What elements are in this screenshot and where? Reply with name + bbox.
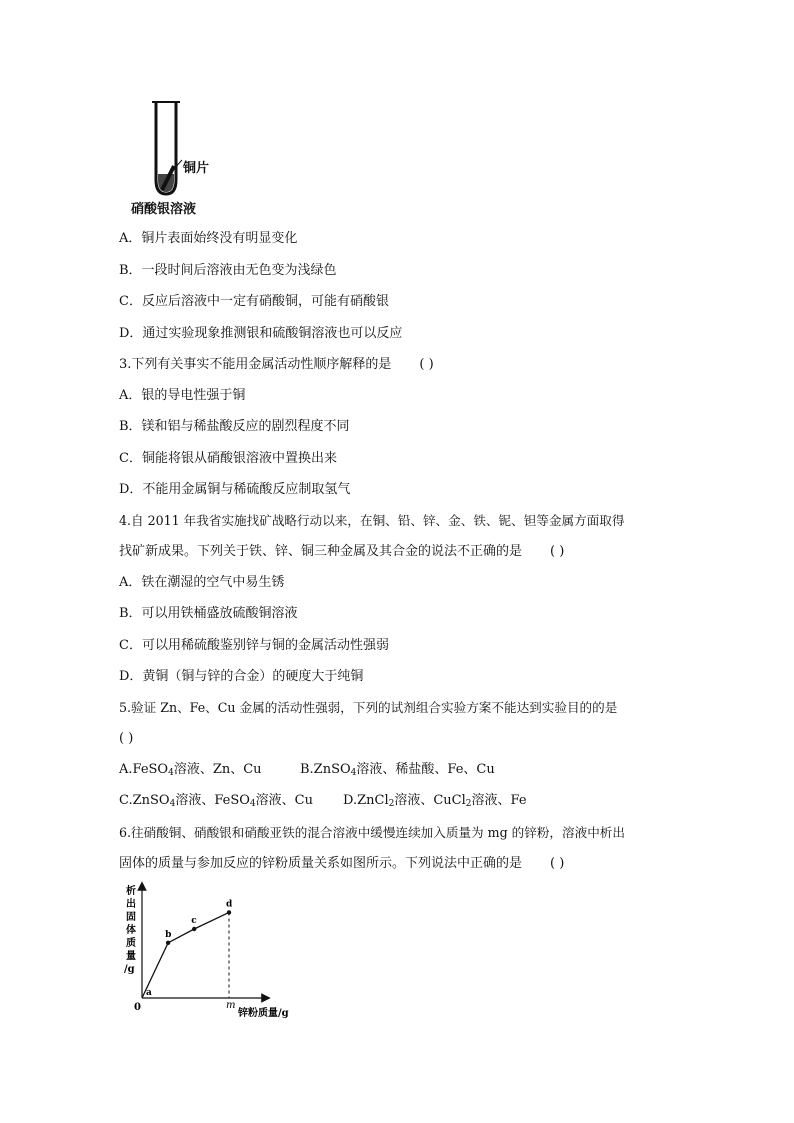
q5-stem: 5.验证 Zn、Fe、Cu 金属的活动性强弱，下列的试剂组合实验方案不能达到实验目的的是 xyxy=(119,700,618,715)
point-c xyxy=(192,927,196,931)
q4-option-c: C．可以用稀硫酸鉴别锌与铜的金属活动性强弱 xyxy=(119,638,389,653)
series-line xyxy=(142,912,229,998)
y-axis-unit: /g xyxy=(124,964,135,975)
x-axis-label: 锌粉质量/g xyxy=(238,1008,289,1019)
y-axis-label-char: 量 xyxy=(126,951,136,962)
origin-label: 0 xyxy=(134,1002,141,1013)
q2-option-c: C．反应后溶液中一定有硝酸铜，可能有硝酸银 xyxy=(119,294,389,309)
q4-option-d: D．黄铜（铜与锌的合金）的硬度大于纯铜 xyxy=(119,669,364,684)
y-axis-label xyxy=(124,884,136,975)
q5-option-c: C.ZnSO$_4$溶液、FeSO$_4$溶液、Cu xyxy=(119,793,313,809)
q2-option-b: B．一段时间后溶液由无色变为浅绿色 xyxy=(119,263,337,278)
q5-answer-paren: ( ) xyxy=(119,731,134,746)
y-axis-label-char: 析 xyxy=(126,886,136,897)
point-label-c: c xyxy=(191,916,197,926)
point-label-d: d xyxy=(226,899,233,910)
point-d xyxy=(227,910,231,914)
point-label-a: a xyxy=(146,988,152,998)
q2-option-d: D．通过实验现象推测银和硫酸铜溶液也可以反应 xyxy=(119,326,403,341)
q2-option-a: A．铜片表面始终没有明显变化 xyxy=(119,231,298,246)
y-axis-label-char: 质 xyxy=(126,938,136,949)
q6-stem-line2 xyxy=(119,856,564,872)
m-tick-label: m xyxy=(226,1000,236,1011)
y-axis-label-char: 出 xyxy=(126,899,136,910)
q3-stem-text: 3.下列有关事实不能用金属活动性顺序解释的是 xyxy=(119,357,392,372)
copper-label: 铜片 xyxy=(183,161,210,176)
q3-option-a: A．银的导电性强于铜 xyxy=(119,388,246,403)
q4-stem-line1: 4.自 2011 年我省实施找矿战略行动以来，在铜、铅、锌、金、铁、铌、钽等金属方面取得 xyxy=(119,513,625,528)
q4-stem-text: 找矿新成果。下列关于铁、锌、铜三种金属及其合金的说法不正确的是 xyxy=(119,544,523,559)
q4-answer-paren: ( ) xyxy=(550,544,565,559)
q4-stem-line2 xyxy=(119,544,564,560)
q5-option-b: B.ZnSO$_4$溶液、稀盐酸、Fe、Cu xyxy=(300,762,495,778)
q5-option-d: D.ZnCl$_2$溶液、CuCl$_2$溶液、Fe xyxy=(343,793,527,809)
q5-option-a: A.FeSO$_4$溶液、Zn、Cu xyxy=(119,762,262,778)
point-b xyxy=(166,941,170,945)
q3-stem xyxy=(119,357,434,373)
q4-option-b: B．可以用铁桶盛放硫酸铜溶液 xyxy=(119,606,298,621)
q4-option-a: A．铁在潮湿的空气中易生锈 xyxy=(119,575,285,590)
q3-option-c: C．铜能将银从硝酸银溶液中置换出来 xyxy=(119,451,337,466)
y-axis-label-char: 体 xyxy=(126,925,136,936)
q6-stem-text: 固体的质量与参加反应的锌粉质量关系如图所示。下列说法中正确的是 xyxy=(119,856,523,871)
y-axis-label-char: 固 xyxy=(126,912,136,923)
solution-label: 硝酸银溶液 xyxy=(131,202,197,217)
q3-answer-paren: ( ) xyxy=(419,357,434,372)
q6-stem-line1: 6.往硝酸铜、硝酸银和硝酸亚铁的混合溶液中缓慢连续加入质量为 mg 的锌粉，溶液中析出 xyxy=(119,825,625,840)
q6-chart xyxy=(118,880,308,1025)
q3-option-d: D．不能用金属铜与稀硫酸反应制取氢气 xyxy=(119,482,351,497)
q6-answer-paren: ( ) xyxy=(550,856,565,871)
point-label-b: b xyxy=(165,929,172,940)
q3-option-b: B．镁和铝与稀盐酸反应的剧烈程度不同 xyxy=(119,419,350,434)
